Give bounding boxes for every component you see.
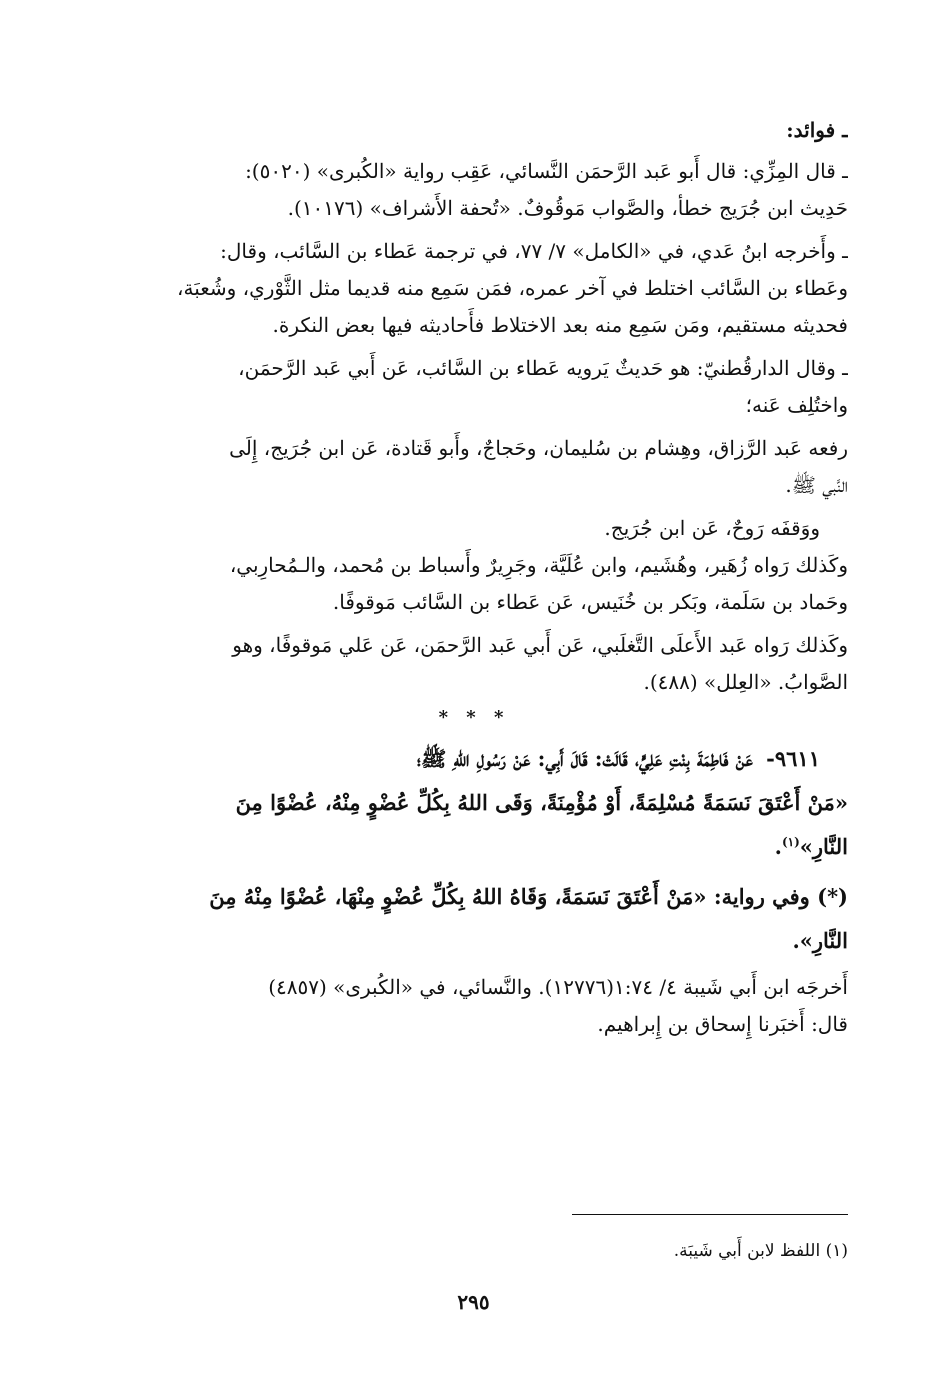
section-separator: * * * [438, 707, 510, 728]
paragraph-riwaya-zuhayr [100, 547, 848, 621]
paragraph-line: وكَذلك رَواه زُهَير، وهُشَيم، وابن عُلَيَّة، وجَرِيرٌ وأَسباط بن مُحمد، والـمُحارِبي، [229, 553, 848, 577]
paragraph-mizzi [100, 153, 848, 227]
paragraph-line: وحَماد بن سَلَمة، وبَكر بن خُنَيس، عَن عَطاء بن السَّائب مَوقوفًا. [332, 590, 848, 614]
variant-riwaya [100, 875, 848, 963]
paragraph-line: رفعه عَبد الرَّزاق، وهِشام بن سُليمان، وحَجاجٌ، وأَبو قَتادة، عَن ابن جُرَيج، إِلَى [229, 436, 848, 460]
paragraph-line: واختُلِف عَنه؛ [745, 393, 848, 417]
paragraph-line: وكَذلك رَواه عَبد الأَعلَى التَّغلَبي، عَن أَبي عَبد الرَّحمَن، عَن عَلي مَوقوفًا، وهو [232, 633, 848, 657]
paragraph-riwaya-taghlibi [100, 627, 848, 701]
paragraph-line: ـ قال المِزِّي: قال أَبو عَبد الرَّحمَن النَّسائي، عَقِب رواية «الكُبرى» (٥٠٢٠): [245, 159, 848, 183]
paragraph-daraqutni [100, 350, 848, 424]
hadith-matn-end: النَّارِ» [799, 834, 848, 859]
hadith-isnad: عَنْ فَاطِمَةَ بِنْتِ عَلِيٍّ، قَالَتْ: قَالَ أَبِي: عَنْ رَسُولِ اللهِ ﷺ؛ [416, 746, 753, 771]
page-body [100, 112, 848, 1043]
hadith-block [100, 737, 848, 869]
takhrij-line: قال: أَخبَرنا إِسحاق بن إِبراهيم. [597, 1012, 848, 1036]
page-number: ٢٩٥ [457, 1290, 490, 1314]
paragraph-line: ـ وقال الدارقُطنيّ: هو حَديثٌ يَرويه عَطاء بن السَّائب، عَن أَبي عَبد الرَّحمَن، [238, 356, 848, 380]
paragraph-line: وعَطاء بن السَّائب اختلط في آخر عمره، فمَن سَمِع منه قديما مثل الثَّوْري، وشُعبَة، [177, 276, 848, 300]
variant-line: النَّارِ». [792, 928, 848, 953]
footnote-divider [572, 1214, 848, 1215]
hadith-number: ٩٦١١- [766, 746, 820, 771]
paragraph-line: ـ وأَخرجه ابنُ عَدي، في «الكامل» ٧/ ٧٧، في ترجمة عَطاء بن السَّائب، وقال: [220, 239, 848, 263]
variant-line: (*) وفي رواية: «مَنْ أَعْتَقَ نَسَمَةً، وَقَاهُ اللهُ بِكُلِّ عُضْوٍ مِنْهَا، عُضْوًا مِنْهُ مِنَ [209, 884, 848, 909]
paragraph-line: حَدِيث ابن جُرَيج خطأ، والصَّواب مَوقُوفٌ. «تُحفة الأَشراف» (١٠١٧٦). [287, 196, 848, 220]
paragraph-waqf [100, 510, 848, 547]
takhrij-line: أَخرجَه ابن أَبي شَيبة ٤/ ١:٧٤(١٢٧٧٦). والنَّسائي، في «الكُبرى» (٤٨٥٧) [268, 975, 848, 999]
footnote-reference: (١) [781, 835, 800, 849]
paragraph-line: النَّبي ﷺ. [785, 473, 848, 497]
paragraph-raf [100, 430, 848, 504]
paragraph-ibn-adi [100, 233, 848, 344]
hadith-matn-period: . [774, 834, 782, 859]
paragraph-line: الصَّوابُ. «العِلل» (٤٨٨). [643, 670, 848, 694]
paragraph-line: فحديثه مستقيم، ومَن سَمِع منه بعد الاختلاط فأَحاديثه فيها بعض النكرة. [272, 313, 848, 337]
section-heading: ـ فوائد: [786, 118, 848, 142]
paragraph-line: ووَقفَه رَوحٌ، عَن ابن جُرَيج. [604, 516, 820, 540]
footnote-text: (١) اللفظ لابن أَبي شَيبَة. [673, 1241, 848, 1261]
hadith-matn-line: «مَنْ أَعْتَقَ نَسَمَةً مُسْلِمَةً، أَوْ مُؤْمِنَةً، وَقَى اللهُ بِكُلِّ عُضْوٍ مِنْهُ، عُضْوًا مِنَ [235, 790, 848, 815]
hadith-isnad-line [100, 737, 848, 781]
takhrij-paragraph [100, 969, 848, 1043]
hadith-matn-line [100, 825, 848, 869]
